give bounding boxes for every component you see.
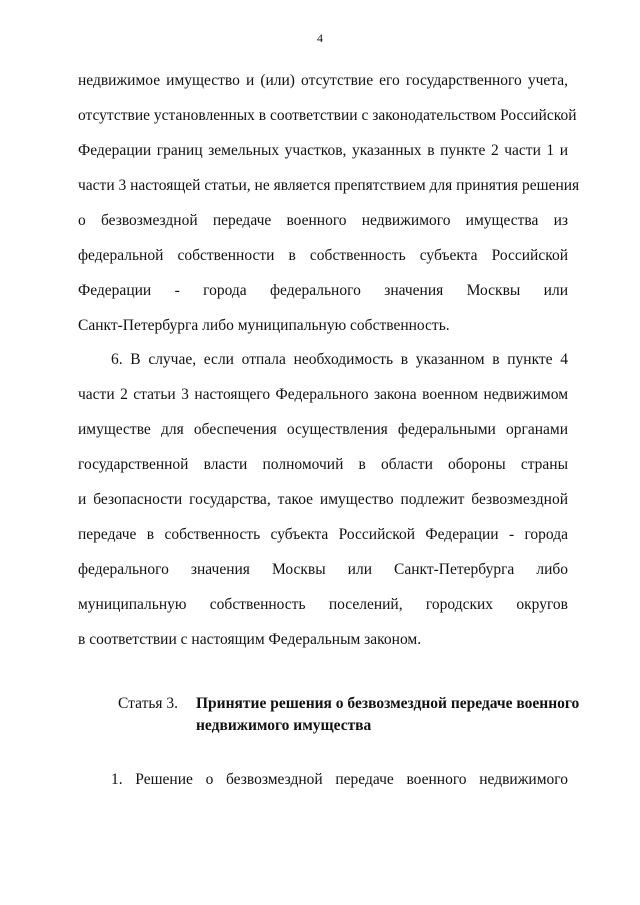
article-label: Статья 3.	[118, 695, 179, 712]
paragraph-continued	[78, 63, 580, 343]
text-line: имуществе для обеспечения осуществления федеральными органами	[78, 421, 568, 438]
text-line: муниципальную собственность поселений, городских округов	[78, 596, 568, 613]
text-line: части 3 настоящей статьи, не является препятствием для принятия решения	[78, 177, 580, 194]
paragraph-6	[78, 342, 568, 657]
text-line: передаче в собственность субъекта Российской Федерации - города	[78, 526, 568, 543]
text-line: Санкт-Петербурга либо муниципальную собственность.	[78, 317, 450, 334]
text-line: Федерации границ земельных участков, указанных в пункте 2 части 1 и	[78, 142, 568, 159]
text-line: и безопасности государства, такое имущество подлежит безвозмездной	[78, 491, 568, 508]
article-title-line: недвижимого имущества	[196, 717, 372, 734]
text-line: Федерации - города федерального значения Москвы или	[78, 282, 568, 299]
text-line: о безвозмездной передаче военного недвижимого имущества из	[78, 212, 568, 229]
text-line: федеральной собственности в собственность субъекта Российской	[78, 247, 568, 264]
text-line: отсутствие установленных в соответствии с законодательством Российской	[78, 107, 577, 124]
paragraph-1	[78, 762, 568, 797]
text-line: государственной власти полномочий в области обороны страны	[78, 456, 568, 473]
page-number: 4	[317, 31, 323, 45]
text-line: федерального значения Москвы или Санкт-Петербурга либо	[78, 561, 568, 578]
text-line: 1. Решение о безвозмездной передаче военного недвижимого	[111, 771, 568, 788]
text-line: части 2 статьи 3 настоящего Федерального закона военном недвижимом	[78, 386, 568, 403]
text-line: 6. В случае, если отпала необходимость в указанном в пункте 4	[111, 351, 568, 368]
article-title-line: Принятие решения о безвозмездной передаче военного	[196, 695, 580, 712]
text-line: в соответствии с настоящим Федеральным законом.	[78, 631, 422, 648]
article-title	[196, 693, 580, 737]
text-line: недвижимое имущество и (или) отсутствие его государственного учета,	[78, 72, 568, 89]
